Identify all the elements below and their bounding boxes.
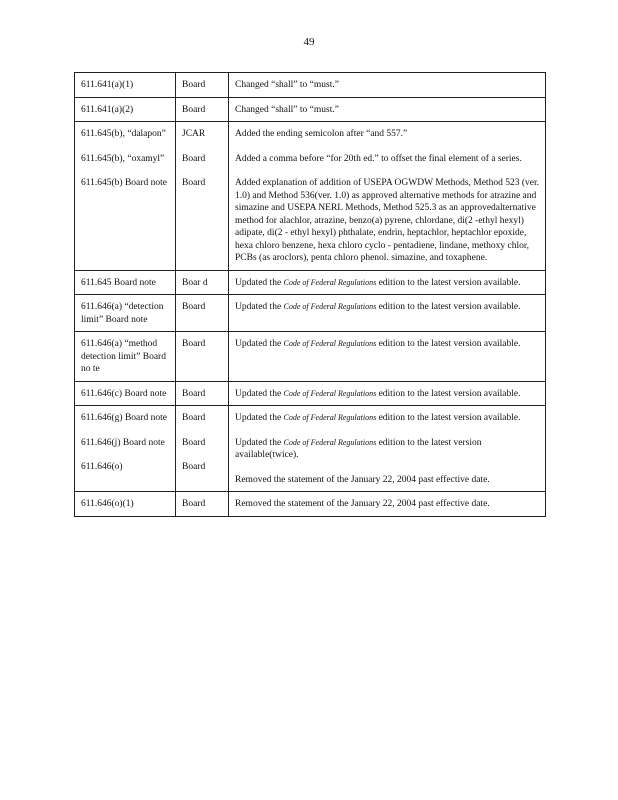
section-cell — [75, 332, 176, 382]
table-row — [75, 381, 546, 406]
source-text: Board — [182, 388, 206, 399]
cfr-title: Code of Federal Regulations — [283, 302, 377, 311]
change-cell — [229, 332, 546, 382]
section-text: 611.646(o)(1) — [81, 499, 134, 509]
change-cell — [229, 97, 546, 122]
cfr-title: Code of Federal Regulations — [283, 339, 377, 348]
change-text — [235, 412, 539, 425]
cfr-title: Code of Federal Regulations — [283, 388, 377, 398]
change-text: Changed “shall” to “must.” — [235, 80, 339, 90]
change-text — [235, 338, 539, 351]
table-row — [75, 97, 546, 122]
change-text: Added a comma before “for 20th ed.” to offset the final element of a series. — [235, 153, 522, 164]
source-text: JCAR — [182, 129, 206, 139]
section-cell — [75, 97, 176, 122]
source-cell — [176, 492, 229, 517]
source-cell — [176, 270, 229, 295]
table-row — [75, 73, 546, 98]
section-text: 611.646(o) — [81, 462, 123, 472]
change-text — [235, 388, 539, 401]
change-text-part: Updated the — [235, 437, 284, 448]
source-text: Board — [182, 80, 206, 90]
change-text-part: Updated the — [235, 302, 284, 312]
table-row — [75, 406, 546, 492]
change-cell — [229, 122, 546, 271]
change-cell — [229, 492, 546, 517]
source-cell — [176, 295, 229, 332]
change-text-part: Updated the — [235, 339, 284, 349]
section-text: 611.641(a)(2) — [81, 104, 134, 115]
cfr-title: Code of Federal Regulations — [283, 413, 377, 422]
source-text: Boar d — [182, 277, 208, 288]
source-text: Board — [182, 437, 206, 448]
source-cell — [176, 332, 229, 382]
source-text: Board — [182, 153, 206, 164]
source-text: Board — [182, 302, 206, 312]
source-cell — [176, 406, 229, 492]
change-text: Added the ending semicolon after “and 557.” — [235, 129, 408, 139]
section-text: 611.645(b) Board note — [81, 178, 167, 188]
change-cell — [229, 270, 546, 295]
change-text — [235, 437, 539, 462]
change-cell — [229, 295, 546, 332]
source-text: Board — [182, 413, 206, 423]
section-text: 611.646(c) Board note — [81, 388, 167, 399]
section-text: 611.645 Board note — [81, 277, 156, 288]
source-cell — [176, 381, 229, 406]
section-cell — [75, 381, 176, 406]
table-row — [75, 492, 546, 517]
source-text: Board — [182, 462, 206, 472]
section-text: 611.646(a) “method detection limit” Board no te — [81, 339, 166, 374]
source-text: Board — [182, 178, 206, 188]
source-text: Board — [182, 339, 206, 349]
table-row — [75, 295, 546, 332]
section-cell — [75, 122, 176, 271]
change-text: Removed the statement of the January 22, 2004 past effective date. — [235, 474, 490, 485]
change-text-part: edition to the latest version available. — [376, 277, 521, 288]
section-cell — [75, 270, 176, 295]
section-text: 611.641(a)(1) — [81, 80, 134, 90]
section-text: 611.646(g) Board note — [81, 413, 167, 423]
source-text: Board — [182, 499, 206, 509]
change-text-part: edition to the latest version available. — [376, 388, 521, 399]
change-cell — [229, 73, 546, 98]
change-text-part: edition to the latest version available(twice). — [235, 437, 482, 460]
section-text: 611.646(a) “detection limit” Board note — [81, 302, 164, 325]
section-text: 611.646(j) Board note — [81, 437, 165, 448]
change-text — [235, 277, 539, 290]
source-cell — [176, 73, 229, 98]
page-number: 49 — [303, 36, 315, 48]
section-cell — [75, 406, 176, 492]
change-text-part: edition to the latest version available. — [376, 413, 521, 423]
change-text: Removed the statement of the January 22, 2004 past effective date. — [235, 499, 490, 509]
change-cell — [229, 406, 546, 492]
change-text-part: Updated the — [235, 277, 284, 288]
table-row — [75, 332, 546, 382]
change-text-part: edition to the latest version available. — [376, 339, 521, 349]
change-text-part: edition to the latest version available. — [376, 302, 521, 312]
table-row — [75, 122, 546, 271]
cfr-title: Code of Federal Regulations — [283, 437, 377, 447]
change-text-part: Updated the — [235, 413, 284, 423]
change-text — [235, 301, 539, 314]
change-text: Added explanation of addition of USEPA OGWDW Methods, Method 523 (ver. 1.0) and Method 536(ver. 1.0) as approved alternative methods for atrazine and simazine and USEPA NERL Methods, Method 525.3 as an approvedalternative method for alachlor, atrazine, benzo(a) pyrene, chlordane, di(2 -ethyl hexyl) adipate, di(2 - ethyl hexyl) phthalate, endrin, heptachlor, heptachlor epoxide, hexa chloro benzene, hexa chloro cyclo - pentadiene, lindane, methoxy chlor, PCBs (as aroclors), penta chloro phenol. simazine, and toxaphene. — [235, 178, 539, 263]
section-text: 611.645(b), “oxamyl” — [81, 153, 165, 164]
change-text-part: Updated the — [235, 388, 284, 399]
section-text: 611.645(b), “dalapon” — [81, 129, 166, 139]
change-cell — [229, 381, 546, 406]
table-row — [75, 270, 546, 295]
section-cell — [75, 73, 176, 98]
change-text: Changed “shall” to “must.” — [235, 104, 339, 115]
source-cell — [176, 122, 229, 271]
section-cell — [75, 492, 176, 517]
source-cell — [176, 97, 229, 122]
section-cell — [75, 295, 176, 332]
changes-table — [74, 72, 546, 517]
cfr-title: Code of Federal Regulations — [283, 277, 377, 287]
source-text: Board — [182, 104, 206, 115]
